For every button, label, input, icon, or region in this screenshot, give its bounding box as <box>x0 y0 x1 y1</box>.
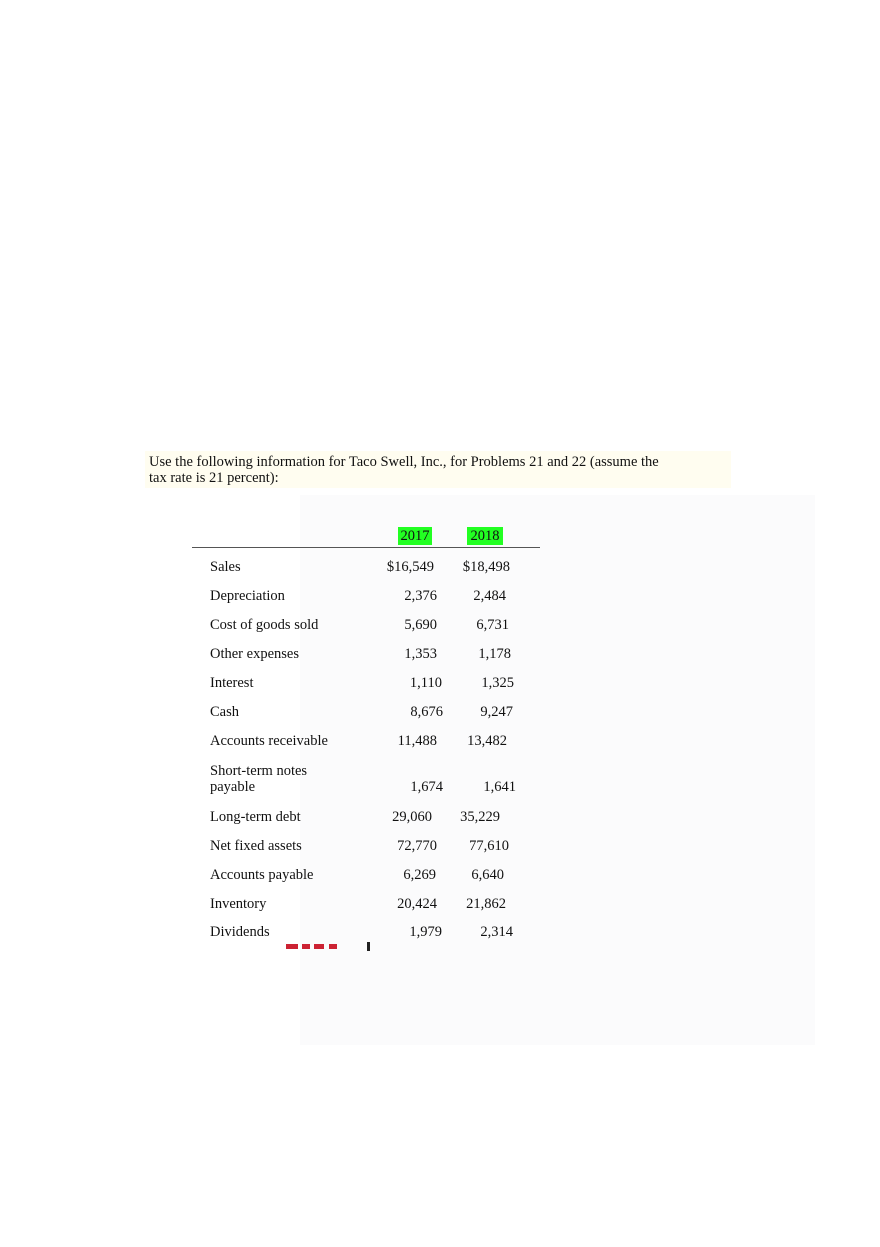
value-2017: 72,770 <box>397 838 437 854</box>
value-2017: 1,110 <box>409 675 442 691</box>
value-2017: 11,488 <box>397 733 437 749</box>
value-2018: 2,484 <box>473 588 506 604</box>
value-2017: 5,690 <box>404 617 437 633</box>
value-2018: 6,640 <box>471 867 504 883</box>
value-2017: 1,353 <box>404 646 437 662</box>
value-2018: 6,731 <box>476 617 509 633</box>
problem-intro <box>145 451 731 488</box>
value-2018: 13,482 <box>467 733 507 749</box>
row-label: Cash <box>210 704 239 720</box>
row-label: Long-term debt <box>210 809 301 825</box>
row-label: Depreciation <box>210 588 285 604</box>
value-2018: 2,314 <box>480 924 513 940</box>
row-label: Interest <box>210 675 254 691</box>
background-panel <box>300 495 815 1045</box>
value-2018: 1,325 <box>481 675 514 691</box>
year-header-2017: 2017 <box>398 527 432 545</box>
value-2017: $16,549 <box>386 559 434 575</box>
value-2018: 1,178 <box>478 646 511 662</box>
value-2017: 2,376 <box>404 588 437 604</box>
row-label: Other expenses <box>210 646 299 662</box>
row-label-line-1: Short-term notes <box>210 763 308 779</box>
value-2018: 1,641 <box>483 779 516 795</box>
dark-scan-mark <box>367 942 370 951</box>
value-2018: 77,610 <box>469 838 509 854</box>
row-label-line-2: payable <box>210 779 256 795</box>
row-label: Sales <box>210 559 241 575</box>
value-2017: 1,979 <box>409 924 442 940</box>
value-2018: $18,498 <box>462 559 510 575</box>
row-label: Dividends <box>210 924 270 940</box>
table-header <box>192 527 540 548</box>
value-2017: 29,060 <box>392 809 432 825</box>
red-scan-mark <box>329 944 337 949</box>
row-label: Accounts payable <box>210 867 314 883</box>
value-2018: 9,247 <box>480 704 513 720</box>
red-scan-mark <box>302 944 310 949</box>
value-2017: 6,269 <box>403 867 436 883</box>
row-label: Net fixed assets <box>210 838 302 854</box>
value-2017: 20,424 <box>397 896 437 912</box>
year-header-2018: 2018 <box>467 527 503 545</box>
value-2017: 8,676 <box>410 704 443 720</box>
value-2017: 1,674 <box>410 779 443 795</box>
row-label: Cost of goods sold <box>210 617 319 633</box>
red-scan-mark <box>286 944 298 949</box>
row-label: Accounts receivable <box>210 733 328 749</box>
red-scan-mark <box>314 944 324 949</box>
value-2018: 35,229 <box>460 809 500 825</box>
intro-line-2: tax rate is 21 percent): <box>149 470 279 486</box>
intro-line-1: Use the following information for Taco Swell, Inc., for Problems 21 and 22 (assume the <box>149 454 659 470</box>
row-label: Inventory <box>210 896 267 912</box>
value-2018: 21,862 <box>466 896 506 912</box>
